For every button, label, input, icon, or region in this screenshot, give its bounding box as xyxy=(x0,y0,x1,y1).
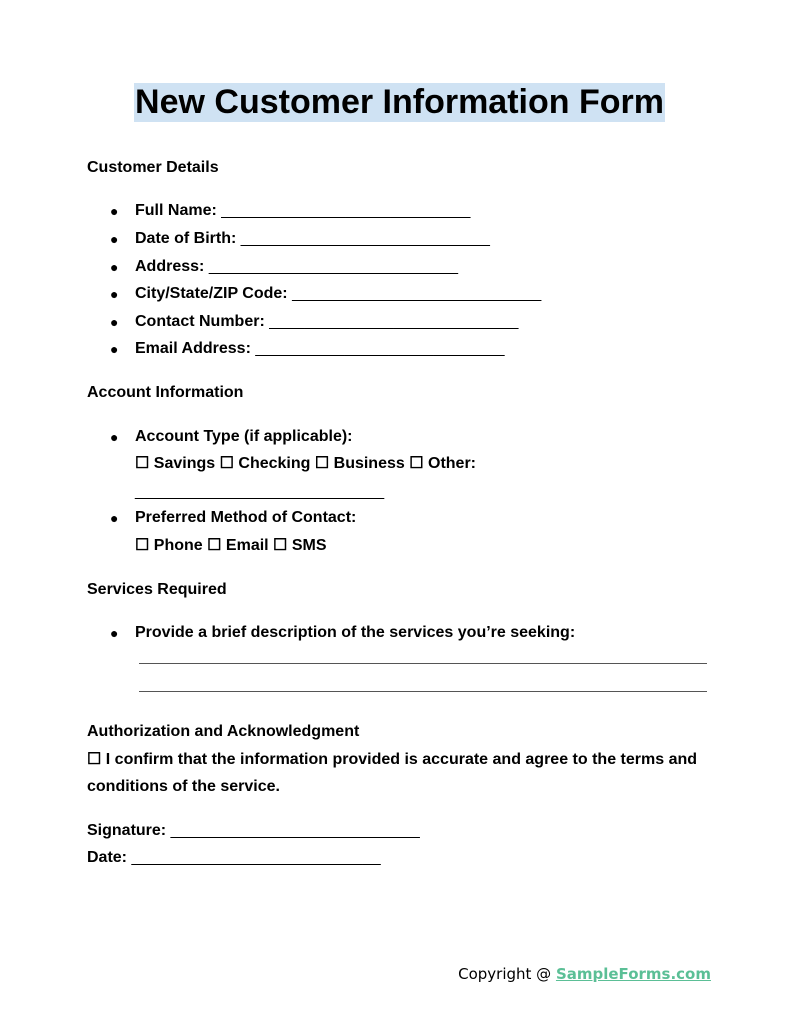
title-wrap xyxy=(0,83,799,122)
account-type-other-blank[interactable]: ____________________________ xyxy=(135,483,385,500)
copyright-prefix: Copyright @ xyxy=(458,965,556,983)
field-blank[interactable]: ____________________________ xyxy=(240,230,490,247)
field-label: Full Name: xyxy=(135,202,217,219)
field-blank[interactable]: ____________________________ xyxy=(292,285,542,302)
account-information-heading: Account Information xyxy=(87,384,244,401)
authorization-heading: Authorization and Acknowledgment xyxy=(87,723,360,740)
field-date-of-birth[interactable] xyxy=(135,229,490,249)
bullet-full-name: ● xyxy=(110,203,119,219)
contact-method-options[interactable]: ☐ Phone ☐ Email ☐ SMS xyxy=(135,537,327,554)
date-label: Date: xyxy=(87,849,128,866)
field-address[interactable] xyxy=(135,257,458,277)
authorization-checkbox-statement[interactable]: ☐ I confirm that the information provided is accurate and agree to the terms and xyxy=(87,751,698,768)
bullet-services-description: ● xyxy=(110,625,119,641)
services-description-line-1[interactable] xyxy=(139,663,707,664)
field-label: Address: xyxy=(135,258,205,275)
date-blank[interactable]: ____________________________ xyxy=(131,849,381,866)
field-city-state-zip[interactable] xyxy=(135,284,541,304)
field-blank[interactable]: ____________________________ xyxy=(269,313,519,330)
services-description-line-2[interactable] xyxy=(139,691,707,692)
bullet-account-type: ● xyxy=(110,429,119,445)
page-title: New Customer Information Form xyxy=(135,83,664,121)
services-description-prompt: Provide a brief description of the services you’re seeking: xyxy=(135,624,576,641)
date-field[interactable] xyxy=(87,848,381,868)
signature-field[interactable] xyxy=(87,821,420,841)
bullet-city-state-zip: ● xyxy=(110,286,119,302)
field-label: Date of Birth: xyxy=(135,230,237,247)
field-label: Contact Number: xyxy=(135,313,265,330)
field-label: City/State/ZIP Code: xyxy=(135,285,288,302)
field-email-address[interactable] xyxy=(135,339,505,359)
field-full-name[interactable] xyxy=(135,201,470,221)
field-blank[interactable]: ____________________________ xyxy=(221,202,471,219)
authorization-statement-continued: conditions of the service. xyxy=(87,778,280,795)
field-blank[interactable]: ____________________________ xyxy=(255,340,505,357)
field-label: Email Address: xyxy=(135,340,251,357)
bullet-address: ● xyxy=(110,259,119,275)
copyright-footer xyxy=(458,964,711,984)
field-blank[interactable]: ____________________________ xyxy=(208,258,458,275)
bullet-email-address: ● xyxy=(110,341,119,357)
bullet-date-of-birth: ● xyxy=(110,231,119,247)
account-type-options[interactable]: ☐ Savings ☐ Checking ☐ Business ☐ Other: xyxy=(135,455,477,472)
bullet-contact-method: ● xyxy=(110,510,119,526)
field-contact-number[interactable] xyxy=(135,312,518,332)
bullet-contact-number: ● xyxy=(110,314,119,330)
signature-blank[interactable]: ____________________________ xyxy=(170,822,420,839)
services-required-heading: Services Required xyxy=(87,581,227,598)
brand-link[interactable]: SampleForms.com xyxy=(555,965,711,983)
account-type-label: Account Type (if applicable): xyxy=(135,428,353,445)
signature-label: Signature: xyxy=(87,822,167,839)
contact-method-label: Preferred Method of Contact: xyxy=(135,509,357,526)
customer-details-heading: Customer Details xyxy=(87,159,219,176)
